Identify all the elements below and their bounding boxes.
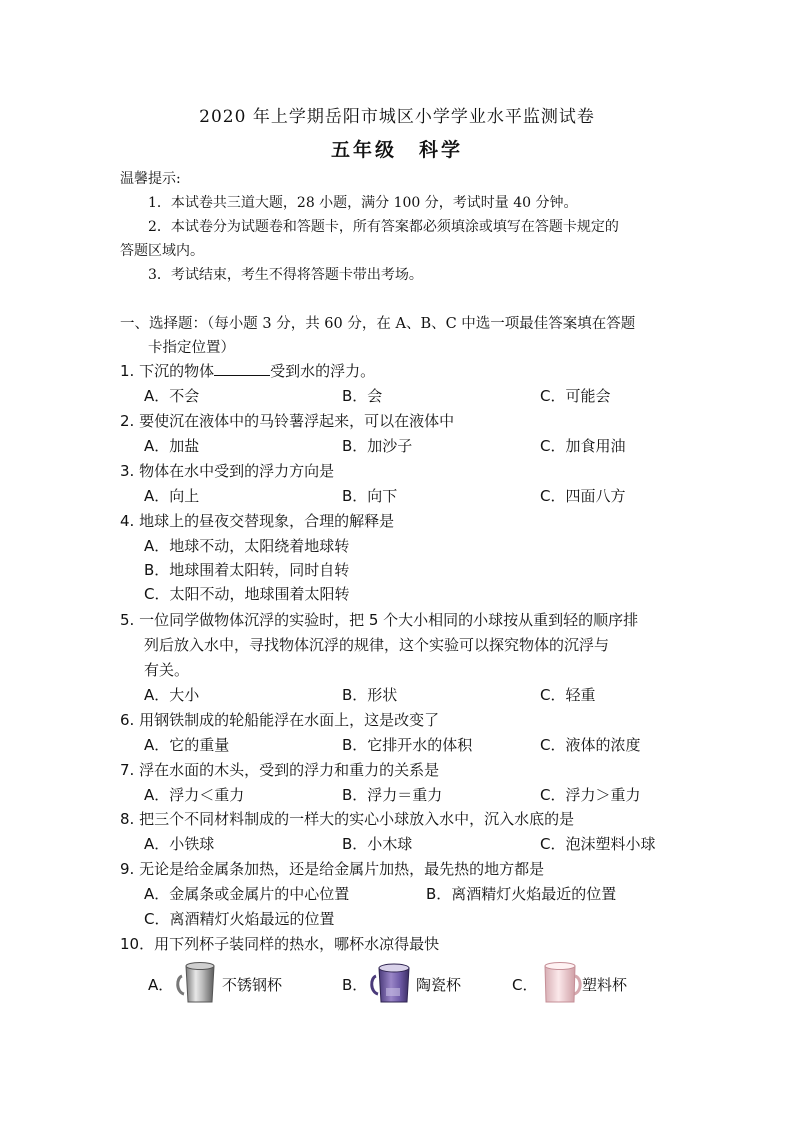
steel-cup-label: 不锈钢杯	[222, 976, 283, 994]
option-c: C．	[512, 976, 538, 994]
question-5-stem-cont: 列后放入水中，寻找物体沉浮的规律，这个实验可以探究物体的沉浮与	[144, 636, 610, 654]
stem-part: 1. 下沉的物体	[120, 362, 215, 380]
option-b: B．小木球	[342, 835, 413, 853]
option-a: A．加盐	[144, 437, 200, 455]
steel-cup-icon	[176, 958, 220, 1006]
exam-subtitle: 五年级 科学	[330, 139, 463, 161]
plastic-cup-icon	[538, 958, 582, 1006]
option-c: C．泡沫塑料小球	[540, 835, 656, 853]
option-c: C．离酒精灯火焰最远的位置	[144, 910, 335, 928]
note-item: 3．考试结束，考生不得将答题卡带出考场。	[148, 267, 423, 283]
option-a: A．	[148, 976, 174, 994]
option-c: C．加食用油	[540, 437, 626, 455]
option-a: A．浮力＜重力	[144, 786, 245, 804]
plastic-cup-label: 塑料杯	[582, 976, 628, 994]
note-item: 1．本试卷共三道大题，28 小题，满分 100 分，考试时量 40 分钟。	[148, 195, 578, 211]
option-a: A．地球不动，太阳绕着地球转	[144, 537, 350, 555]
question-8-stem: 8. 把三个不同材料制成的一样大的实心小球放入水中，沉入水底的是	[120, 810, 575, 828]
ceramic-cup-icon	[370, 958, 414, 1006]
question-5-stem-cont: 有关。	[144, 661, 190, 679]
notes-heading: 温馨提示:	[120, 171, 181, 187]
option-a: A．大小	[144, 686, 200, 704]
note-item: 2．本试卷分为试题卷和答题卡，所有答案都必须填涂或填写在答题卡规定的	[148, 219, 619, 235]
question-3-stem: 3. 物体在水中受到的浮力方向是	[120, 462, 335, 480]
option-c: C．液体的浓度	[540, 736, 641, 754]
question-5-stem: 5. 一位同学做物体沉浮的实验时，把 5 个大小相同的小球按从重到轻的顺序排	[120, 611, 639, 629]
option-b: B．地球围着太阳转，同时自转	[144, 561, 350, 579]
exam-title: 2020 年上学期岳阳市城区小学学业水平监测试卷	[199, 107, 595, 127]
question-10-stem: 10．用下列杯子装同样的热水，哪杯水凉得最快	[120, 935, 440, 953]
option-c: C．浮力＞重力	[540, 786, 641, 804]
stem-part: 受到水的浮力。	[270, 362, 376, 380]
option-b: B．它排开水的体积	[342, 736, 473, 754]
option-a: A．小铁球	[144, 835, 215, 853]
ceramic-cup-label: 陶瓷杯	[416, 976, 462, 994]
question-9-stem: 9. 无论是给金属条加热，还是给金属片加热，最先热的地方都是	[120, 860, 545, 878]
question-2-stem: 2. 要使沉在液体中的马铃薯浮起来，可以在液体中	[120, 412, 455, 430]
option-b: B．离酒精灯火焰最近的位置	[426, 885, 617, 903]
option-c: C．轻重	[540, 686, 596, 704]
option-b: B．浮力＝重力	[342, 786, 443, 804]
option-a: A．不会	[144, 387, 200, 405]
section-heading-cont: 卡指定位置）	[148, 340, 235, 356]
option-b: B．	[342, 976, 368, 994]
question-7-stem: 7. 浮在水面的木头，受到的浮力和重力的关系是	[120, 761, 440, 779]
option-a: A．金属条或金属片的中心位置	[144, 885, 350, 903]
section-heading: 一、选择题：（每小题 3 分，共 60 分，在 A、B、C 中选一项最佳答案填在答题	[120, 316, 636, 332]
option-b: B．形状	[342, 686, 398, 704]
question-1-stem	[120, 360, 375, 381]
answer-blank	[214, 361, 270, 376]
option-c: C．四面八方	[540, 487, 626, 505]
question-6-stem: 6. 用钢铁制成的轮船能浮在水面上，这是改变了	[120, 711, 440, 729]
option-a: A．向上	[144, 487, 200, 505]
note-item: 答题区域内。	[120, 243, 204, 259]
option-a: A．它的重量	[144, 736, 230, 754]
option-c: C．可能会	[540, 387, 611, 405]
question-4-stem: 4. 地球上的昼夜交替现象，合理的解释是	[120, 512, 395, 530]
option-c: C．太阳不动，地球围着太阳转	[144, 585, 350, 603]
option-b: B．向下	[342, 487, 398, 505]
option-b: B．加沙子	[342, 437, 413, 455]
option-b: B．会	[342, 387, 383, 405]
